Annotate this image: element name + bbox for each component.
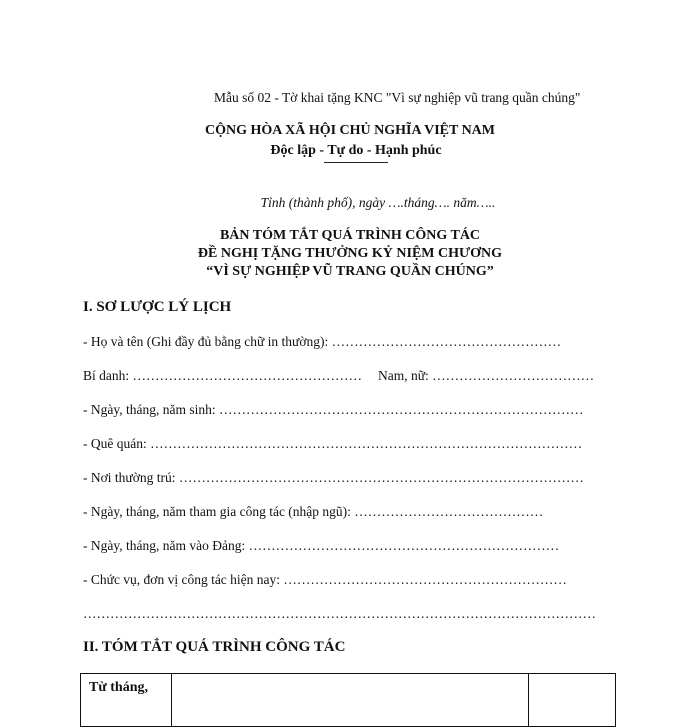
table-header-cell	[529, 674, 616, 727]
section-2-heading: II. TÓM TẮT QUÁ TRÌNH CÔNG TÁC	[83, 639, 346, 655]
field-hometown: - Quê quán: ……………………………………………………………………………………	[83, 436, 583, 451]
field-party-join: - Ngày, tháng, năm vào Đảng: ……………………………………………………………	[83, 538, 560, 553]
field-work-start: - Ngày, tháng, năm tham gia công tác (nhập ngũ): ……………………………………	[83, 504, 544, 519]
field-gender: Nam, nữ: ………………………………	[378, 368, 595, 383]
national-title: CỘNG HÒA XÃ HỘI CHỦ NGHĨA VIỆT NAM	[204, 123, 495, 138]
field-birth-date: - Ngày, tháng, năm sinh: ………………………………………………………………………	[83, 402, 584, 417]
motto-underline	[324, 162, 388, 163]
document-title-line-3: “VÌ SỰ NGHIỆP VŨ TRANG QUẦN CHÚNG”	[206, 264, 494, 279]
national-motto: Độc lập - Tự do - Hạnh phúc	[270, 143, 442, 158]
field-alias-gender	[83, 368, 594, 384]
document-title-line-1: BẢN TÓM TẮT QUÁ TRÌNH CÔNG TÁC	[219, 228, 481, 243]
document-title-line-2: ĐỀ NGHỊ TẶNG THƯỞNG KỶ NIỆM CHƯƠNG	[197, 246, 503, 261]
table-header-row	[81, 674, 616, 727]
section-1-heading: I. SƠ LƯỢC LÝ LỊCH	[83, 299, 232, 315]
work-history-table	[80, 673, 616, 727]
table-header-from-month: Từ tháng,	[81, 674, 172, 727]
field-extra-line: ……………………………………………………………………………………………………	[83, 606, 596, 621]
place-date-line: Tỉnh (thành phố), ngày ….tháng…. năm…..	[260, 195, 496, 210]
field-full-name: - Họ và tên (Ghi đầy đủ bằng chữ in thường): ……………………………………………	[83, 334, 562, 349]
field-alias: Bí danh: ……………………………………………	[83, 368, 362, 383]
form-code: Mẫu số 02 - Tờ khai tặng KNC "Vì sự nghiệp vũ trang quần chúng"	[214, 90, 581, 105]
field-residence: - Nơi thường trú: ………………………………………………………………………………	[83, 470, 584, 485]
table-header-cell	[172, 674, 529, 727]
field-position: - Chức vụ, đơn vị công tác hiện nay: ………………………………………………………	[83, 572, 567, 587]
